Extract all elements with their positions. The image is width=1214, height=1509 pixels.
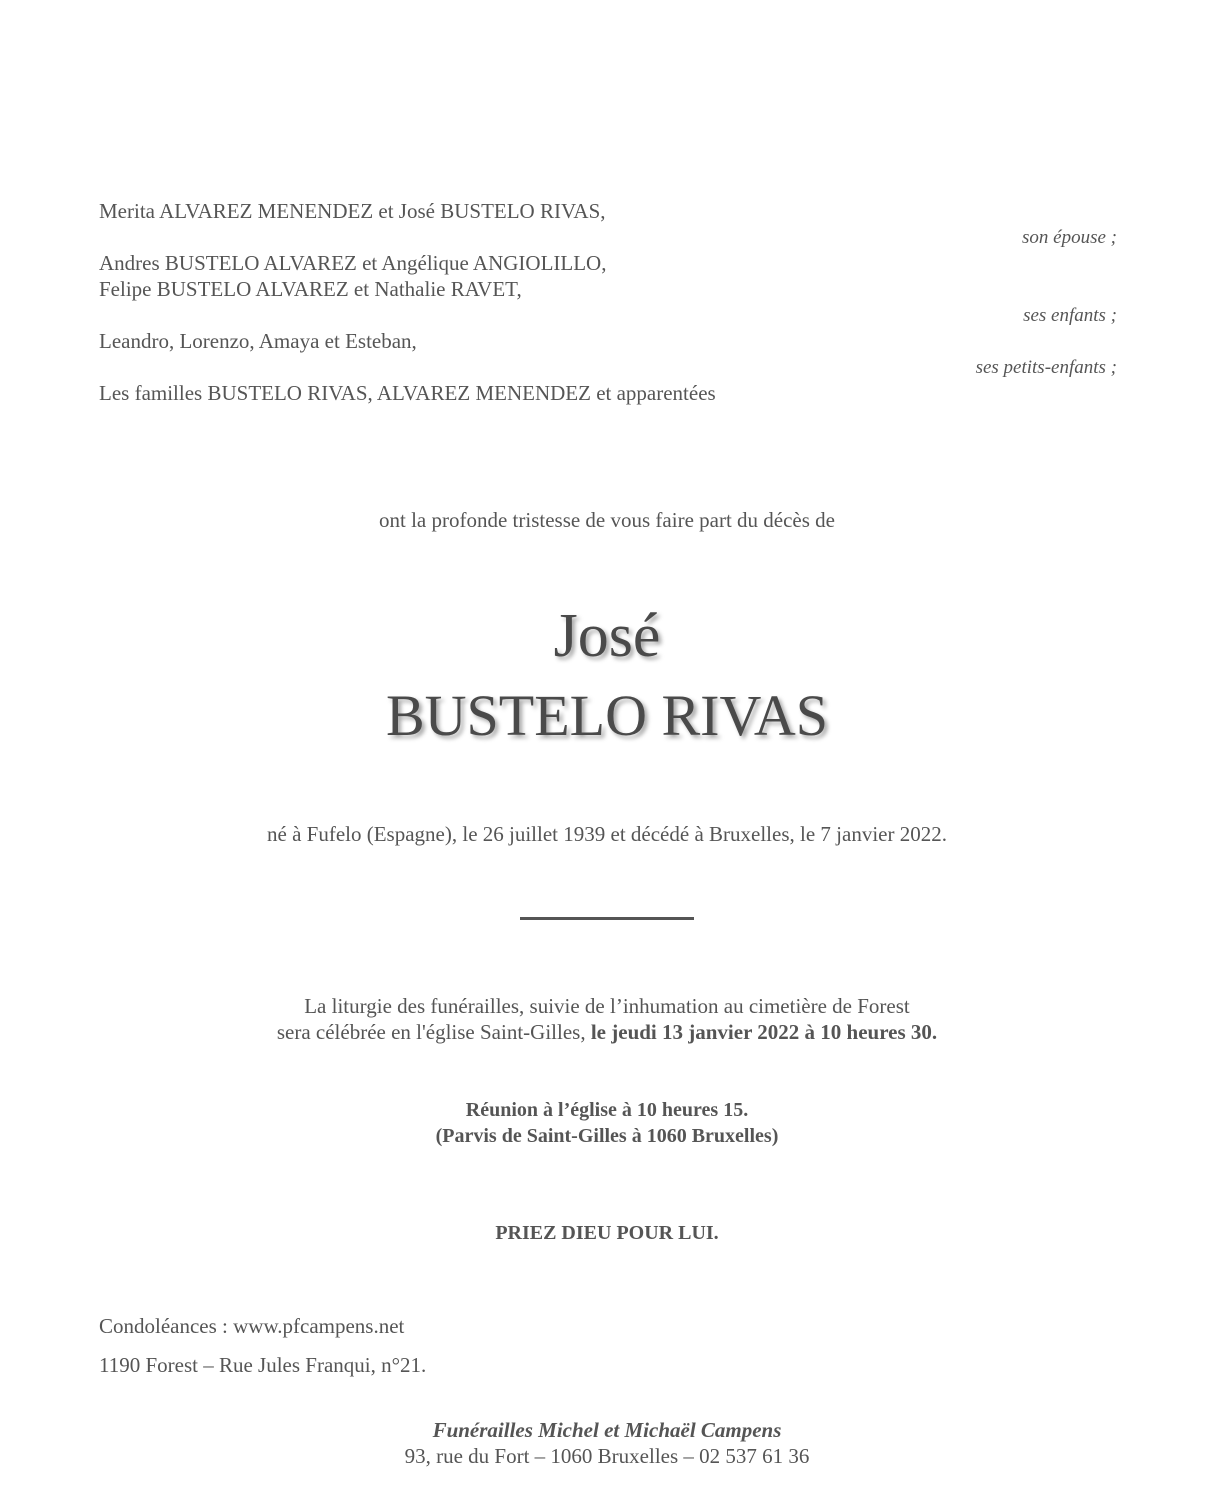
spouse-role: son épouse ; (1022, 227, 1117, 248)
grandchildren-line: Leandro, Lorenzo, Amaya et Esteban, (99, 329, 417, 353)
liturgy-line-2 (0, 1019, 1214, 1045)
funeral-home-address: 93, rue du Fort – 1060 Bruxelles – 02 537 61 36 (404, 1444, 810, 1468)
deceased-first-name: José (553, 602, 661, 670)
funeral-home-name: Funérailles Michel et Michaël Campens (432, 1418, 782, 1442)
announcement-text: ont la profonde tristesse de vous faire part du décès de (378, 508, 835, 532)
children-line-2: Felipe BUSTELO ALVAREZ et Nathalie RAVET, (99, 277, 522, 301)
families-line: Les familles BUSTELO RIVAS, ALVAREZ MENENDEZ et apparentées (99, 381, 716, 405)
birth-death-dates: né à Fufelo (Espagne), le 26 juillet 1939 et décédé à Bruxelles, le 7 janvier 2022. (267, 822, 947, 846)
liturgy-line-1: La liturgie des funérailles, suivie de l’inhumation au cimetière de Forest (304, 994, 910, 1018)
liturgy-datetime: le jeudi 13 janvier 2022 à 10 heures 30. (590, 1020, 938, 1044)
children-line-1: Andres BUSTELO ALVAREZ et Angélique ANGIOLILLO, (99, 251, 607, 275)
condolences-line: Condoléances : www.pfcampens.net (99, 1314, 405, 1338)
meeting-line-1: Réunion à l’église à 10 heures 15. (465, 1099, 749, 1121)
prayer-text: PRIEZ DIEU POUR LUI. (495, 1222, 719, 1244)
liturgy-location: sera célébrée en l'église Saint-Gilles, (276, 1020, 591, 1044)
spouse-line: Merita ALVAREZ MENENDEZ et José BUSTELO RIVAS, (99, 199, 606, 223)
meeting-line-2: (Parvis de Saint-Gilles à 1060 Bruxelles) (435, 1125, 779, 1147)
section-divider (520, 917, 694, 920)
contact-address: 1190 Forest – Rue Jules Franqui, n°21. (99, 1353, 427, 1377)
grandchildren-role: ses petits-enfants ; (975, 357, 1117, 378)
children-role: ses enfants ; (1023, 305, 1117, 326)
deceased-last-name: BUSTELO RIVAS (385, 683, 829, 748)
